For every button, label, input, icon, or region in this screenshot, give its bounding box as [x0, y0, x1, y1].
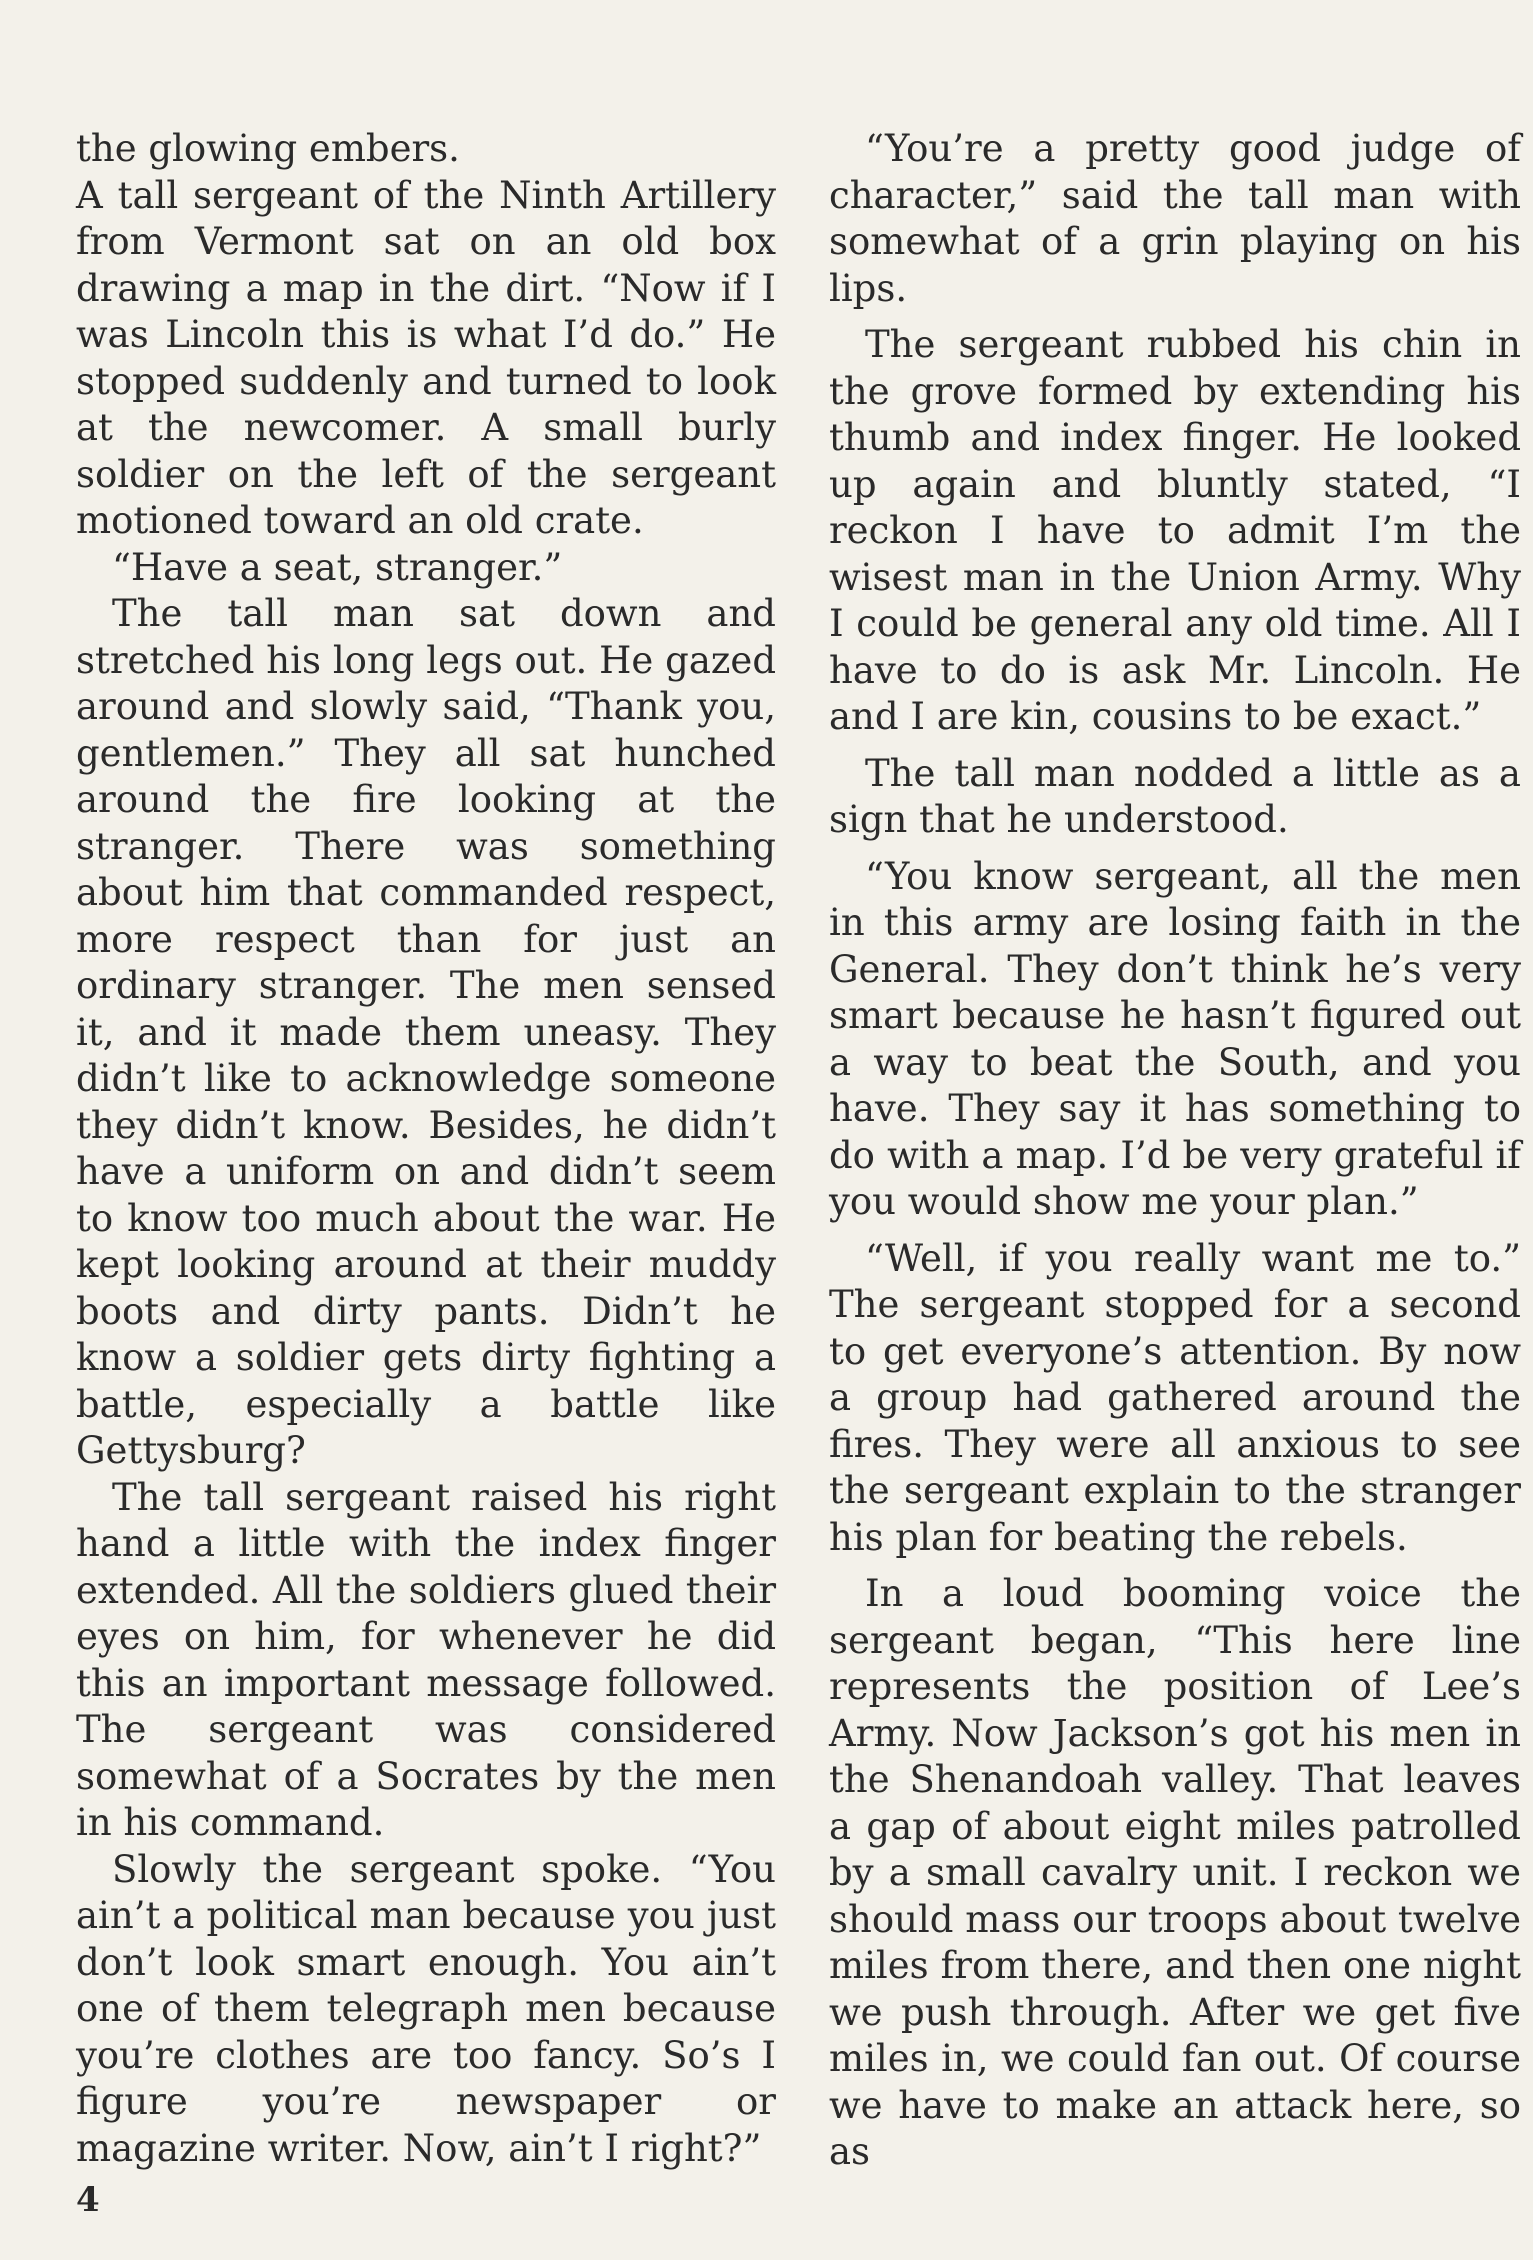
paragraph: The tall man sat down and stretched his long legs out. He gazed around and slowly said, “Thank you, gentlemen.” They all sat hunched around the fire looking at the stranger. There was something about him that commanded respect, more respect than for just an ordinary stranger. The men sensed it, and it made them uneasy. They didn’t like to acknowledge someone they didn’t know. Besides, he didn’t have a uniform on and didn’t seem to know too much about the war. He kept looking around at their muddy boots and dirty pants. Didn’t he know a soldier gets dirty fighting a battle, especially a battle like Gettysburg? [76, 592, 776, 1472]
paragraph: The tall sergeant raised his right hand a little with the index finger extended. All the soldiers glued their eyes on him, for whenever he did this an important message followed. The sergeant was considered somewhat of a Socrates by the men in his command. [76, 1475, 776, 1844]
paragraph: Slowly the sergeant spoke. “You ain’t a political man because you just don’t look smart enough. You ain’t one of them telegraph men because you’re clothes are too fancy. So’s I figure you’re newspaper or magazine writer. Now, ain’t I right?” [76, 1847, 776, 2170]
paragraph: “Have a seat, stranger.” [112, 545, 563, 589]
paragraph: The tall man nodded a little as a sign that he understood. [829, 751, 1521, 841]
paragraph: “Well, if you really want me to.” The sergeant stopped for a second to get everyone’s attention. By now a group had gathered around the fires. They were all anxious to see the sergeant explain to the stranger his plan for beating the rebels. [829, 1236, 1521, 1559]
right-text-column [829, 126, 1521, 2176]
paragraph: The sergeant rubbed his chin in the grove formed by extending his thumb and index finger. He looked up again and bluntly stated, “I reckon I have to admit I’m the wisest man in the Union Army. Why I could be general any old time. All I have to do is ask Mr. Lincoln. He and I are kin, cousins to be exact.” [829, 323, 1521, 738]
paragraph: In a loud booming voice the sergeant began, “This here line represents the position of Lee’s Army. Now Jackson’s got his men in the Shenandoah valley. That leaves a gap of about eight miles patrolled by a small cavalry unit. I reckon we should mass our troops about twelve miles from there, and then one night we push through. After we get five miles in, we could fan out. Of course we have to make an attack here, so as [829, 1572, 1521, 2173]
paragraph: “You’re a pretty good judge of character,” said the tall man with somewhat of a grin playing on his lips. [829, 127, 1521, 310]
paragraph: the glowing embers. [76, 127, 460, 170]
paragraph: A tall sergeant of the Ninth Artillery from Vermont sat on an old box drawing a map in the dirt. “Now if I was Lincoln this is what I’d do.” He stopped suddenly and turned to look at the newcomer. A small burly soldier on the left of the sergeant motioned toward an old crate. [76, 173, 776, 542]
left-text-column [76, 126, 776, 2172]
paragraph: “You know sergeant, all the men in this army are losing faith in the General. They don’t think he’s very smart because he hasn’t figured out a way to beat the South, and you have. They say it has something to do with a map. I’d be very grateful if you would show me your plan.” [829, 854, 1521, 1223]
page-number: 4 [76, 2180, 100, 2220]
